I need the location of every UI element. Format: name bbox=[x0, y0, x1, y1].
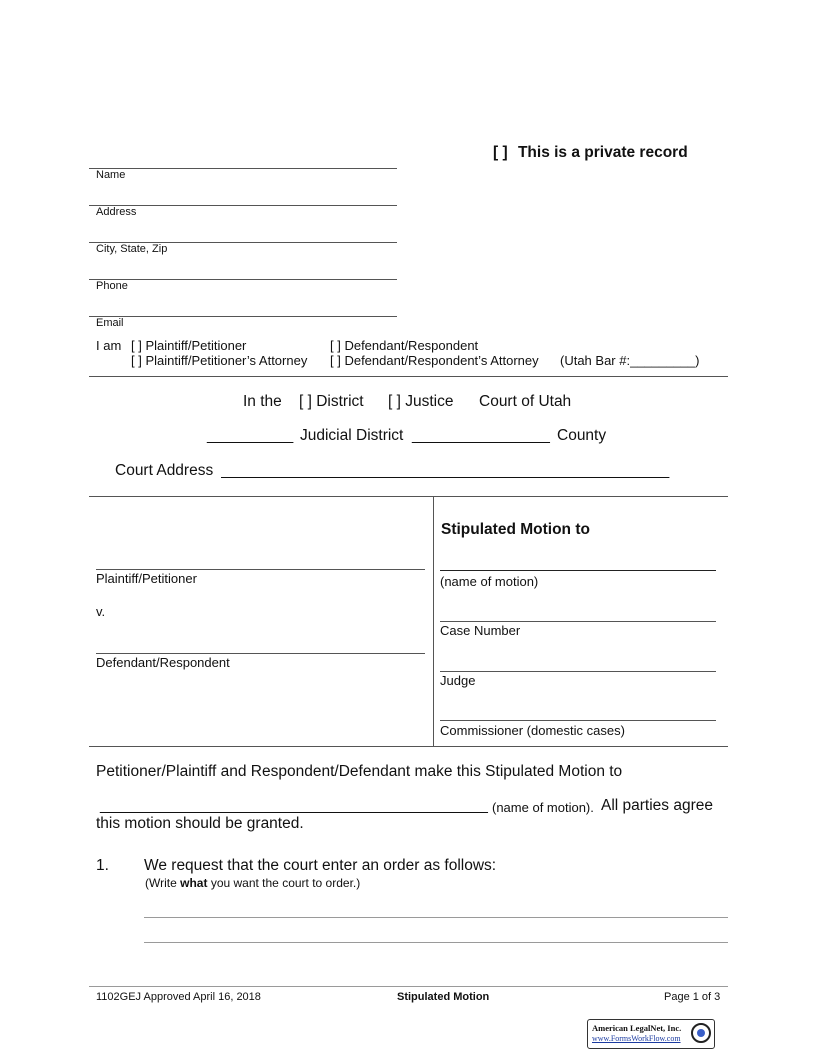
district-court-checkbox[interactable]: [ ] District bbox=[299, 393, 364, 410]
item-number: 1. bbox=[96, 857, 109, 874]
motion-name-line[interactable] bbox=[440, 570, 716, 571]
judge-label: Judge bbox=[440, 673, 476, 688]
instruction-bold: what bbox=[180, 876, 208, 890]
all-parties-agree-text: All parties agree bbox=[601, 797, 714, 814]
in-the-label: In the bbox=[243, 393, 282, 410]
motion-title: Stipulated Motion to bbox=[441, 521, 590, 538]
caption-divider bbox=[433, 496, 434, 746]
caption-top-rule bbox=[89, 496, 728, 497]
plaintiff-line[interactable] bbox=[96, 569, 425, 570]
address-label: Address bbox=[96, 206, 137, 218]
logo-company: American LegalNet, Inc. bbox=[592, 1023, 682, 1033]
county-field[interactable]: ________________ bbox=[412, 427, 550, 444]
court-address-field[interactable]: ____________________________________________________ bbox=[221, 462, 670, 479]
versus-label: v. bbox=[96, 604, 106, 619]
i-am-label: I am bbox=[96, 338, 122, 353]
item-instruction bbox=[145, 876, 360, 890]
motion-name-blank[interactable]: _____________________________________________ bbox=[100, 797, 488, 814]
motion-name-label: (name of motion) bbox=[440, 574, 539, 589]
city-state-zip-label: City, State, Zip bbox=[96, 243, 168, 255]
defendant-line[interactable] bbox=[96, 653, 425, 654]
instruction-prefix: (Write bbox=[145, 876, 177, 890]
footer-rule bbox=[89, 986, 728, 987]
phone-label: Phone bbox=[96, 280, 128, 292]
role-defendant-checkbox[interactable]: [ ] Defendant/Respondent bbox=[330, 338, 479, 353]
phone-line[interactable] bbox=[89, 279, 397, 280]
case-number-line[interactable] bbox=[440, 621, 716, 622]
order-line-2[interactable] bbox=[144, 942, 728, 943]
instruction-suffix: you want the court to order.) bbox=[210, 876, 361, 890]
justice-court-checkbox[interactable]: [ ] Justice bbox=[388, 393, 454, 410]
caption-bottom-rule bbox=[89, 746, 728, 747]
case-number-label: Case Number bbox=[440, 623, 521, 638]
footer-page-number: Page 1 of 3 bbox=[664, 991, 721, 1003]
county-label: County bbox=[557, 427, 607, 444]
name-label: Name bbox=[96, 169, 126, 181]
order-line-1[interactable] bbox=[144, 917, 728, 918]
plaintiff-label: Plaintiff/Petitioner bbox=[96, 571, 197, 586]
email-line[interactable] bbox=[89, 316, 397, 317]
footer-form-title: Stipulated Motion bbox=[397, 991, 490, 1003]
judicial-district-field[interactable]: __________ bbox=[207, 427, 294, 444]
commissioner-label: Commissioner (domestic cases) bbox=[440, 723, 625, 738]
name-line[interactable] bbox=[89, 168, 397, 169]
private-record-checkbox[interactable] bbox=[493, 144, 688, 162]
utah-bar-field[interactable]: (Utah Bar #:_________) bbox=[560, 353, 700, 368]
role-defendant-attorney-checkbox[interactable]: [ ] Defendant/Respondent’s Attorney bbox=[330, 353, 539, 368]
legalnet-logo[interactable] bbox=[587, 1019, 715, 1049]
court-of-utah-label: Court of Utah bbox=[479, 393, 572, 410]
defendant-label: Defendant/Respondent bbox=[96, 655, 230, 670]
intro-text: Petitioner/Plaintiff and Respondent/Defendant make this Stipulated Motion to bbox=[96, 763, 623, 780]
private-record-box[interactable]: [ ] bbox=[493, 144, 508, 161]
item-request-text: We request that the court enter an order as follows: bbox=[144, 857, 497, 874]
motion-name-inline-label: (name of motion). bbox=[492, 800, 594, 815]
role-plaintiff-attorney-checkbox[interactable]: [ ] Plaintiff/Petitioner’s Attorney bbox=[131, 353, 308, 368]
judicial-district-label: Judicial District bbox=[300, 427, 404, 444]
legalnet-logo-icon bbox=[691, 1023, 711, 1043]
judge-line[interactable] bbox=[440, 671, 716, 672]
section-divider-1 bbox=[89, 376, 728, 377]
court-address-label: Court Address bbox=[115, 462, 214, 479]
commissioner-line[interactable] bbox=[440, 720, 716, 721]
footer-form-code: 1102GEJ Approved April 16, 2018 bbox=[96, 991, 261, 1003]
email-label: Email bbox=[96, 317, 124, 329]
private-record-label: This is a private record bbox=[517, 144, 688, 161]
logo-url[interactable]: www.FormsWorkFlow.com bbox=[592, 1034, 681, 1043]
role-plaintiff-checkbox[interactable]: [ ] Plaintiff/Petitioner bbox=[131, 338, 247, 353]
granted-text: this motion should be granted. bbox=[96, 815, 304, 832]
